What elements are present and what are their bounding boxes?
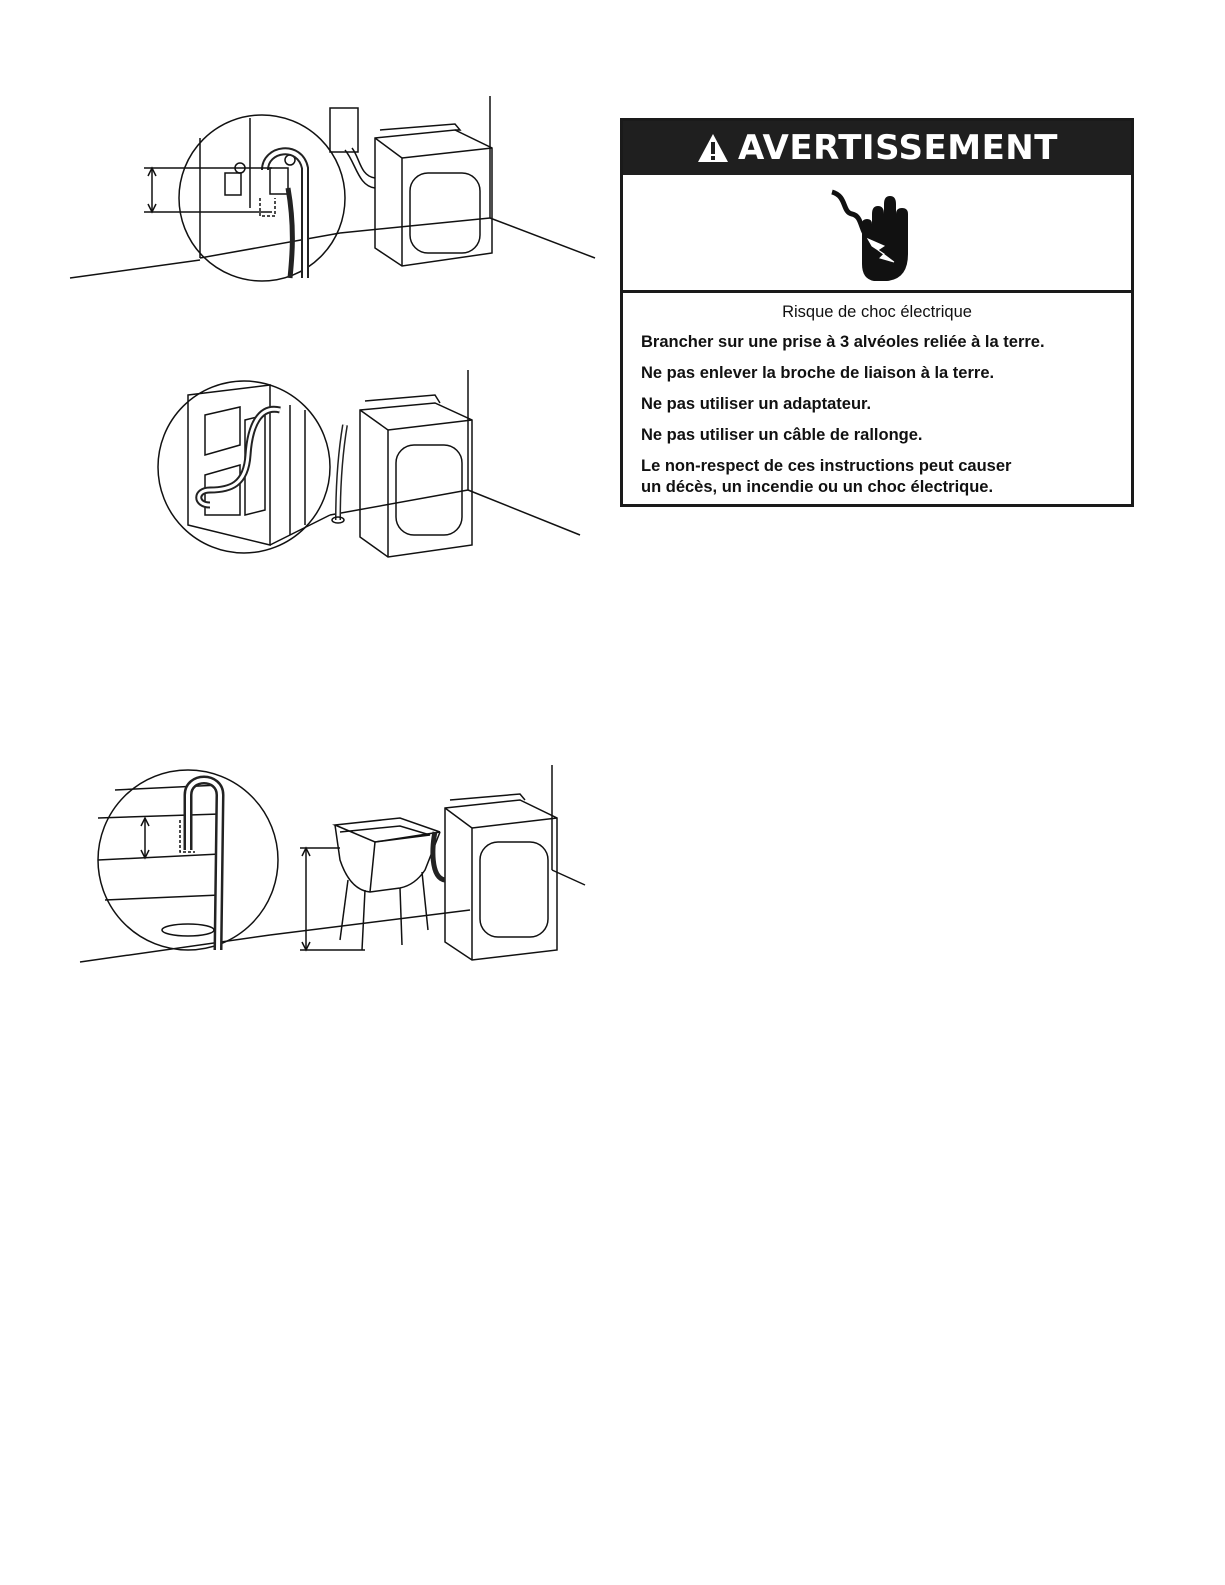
illustration-drain-hose-standpipe bbox=[60, 88, 620, 298]
warning-line-no-adapter: Ne pas utiliser un adaptateur. bbox=[641, 395, 872, 413]
warning-line-no-extension-cord: Ne pas utiliser un câble de rallonge. bbox=[641, 426, 923, 444]
illustration-drain-hose-floor-drain bbox=[150, 365, 600, 565]
warning-header bbox=[623, 121, 1131, 178]
warning-consequence-line-1: Le non-respect de ces instructions peut causer bbox=[641, 457, 1012, 475]
warning-line-ground-prong: Ne pas enlever la broche de liaison à la terre. bbox=[641, 364, 995, 382]
warning-box bbox=[620, 118, 1134, 507]
warning-title: AVERTISSEMENT bbox=[738, 128, 1058, 168]
warning-line-grounded-outlet: Brancher sur une prise à 3 alvéoles reliée à la terre. bbox=[641, 333, 1045, 351]
warning-symbol-row bbox=[623, 178, 1131, 293]
electric-shock-hand-icon bbox=[822, 184, 932, 284]
illustration-drain-hose-laundry-tub bbox=[70, 760, 600, 970]
warning-body bbox=[623, 293, 1131, 498]
warning-consequence-line-2: un décès, un incendie ou un choc électrique. bbox=[641, 478, 994, 496]
warning-subtitle: Risque de choc électrique bbox=[782, 303, 972, 321]
warning-line-consequence bbox=[641, 456, 1113, 498]
warning-triangle-icon bbox=[696, 132, 730, 164]
